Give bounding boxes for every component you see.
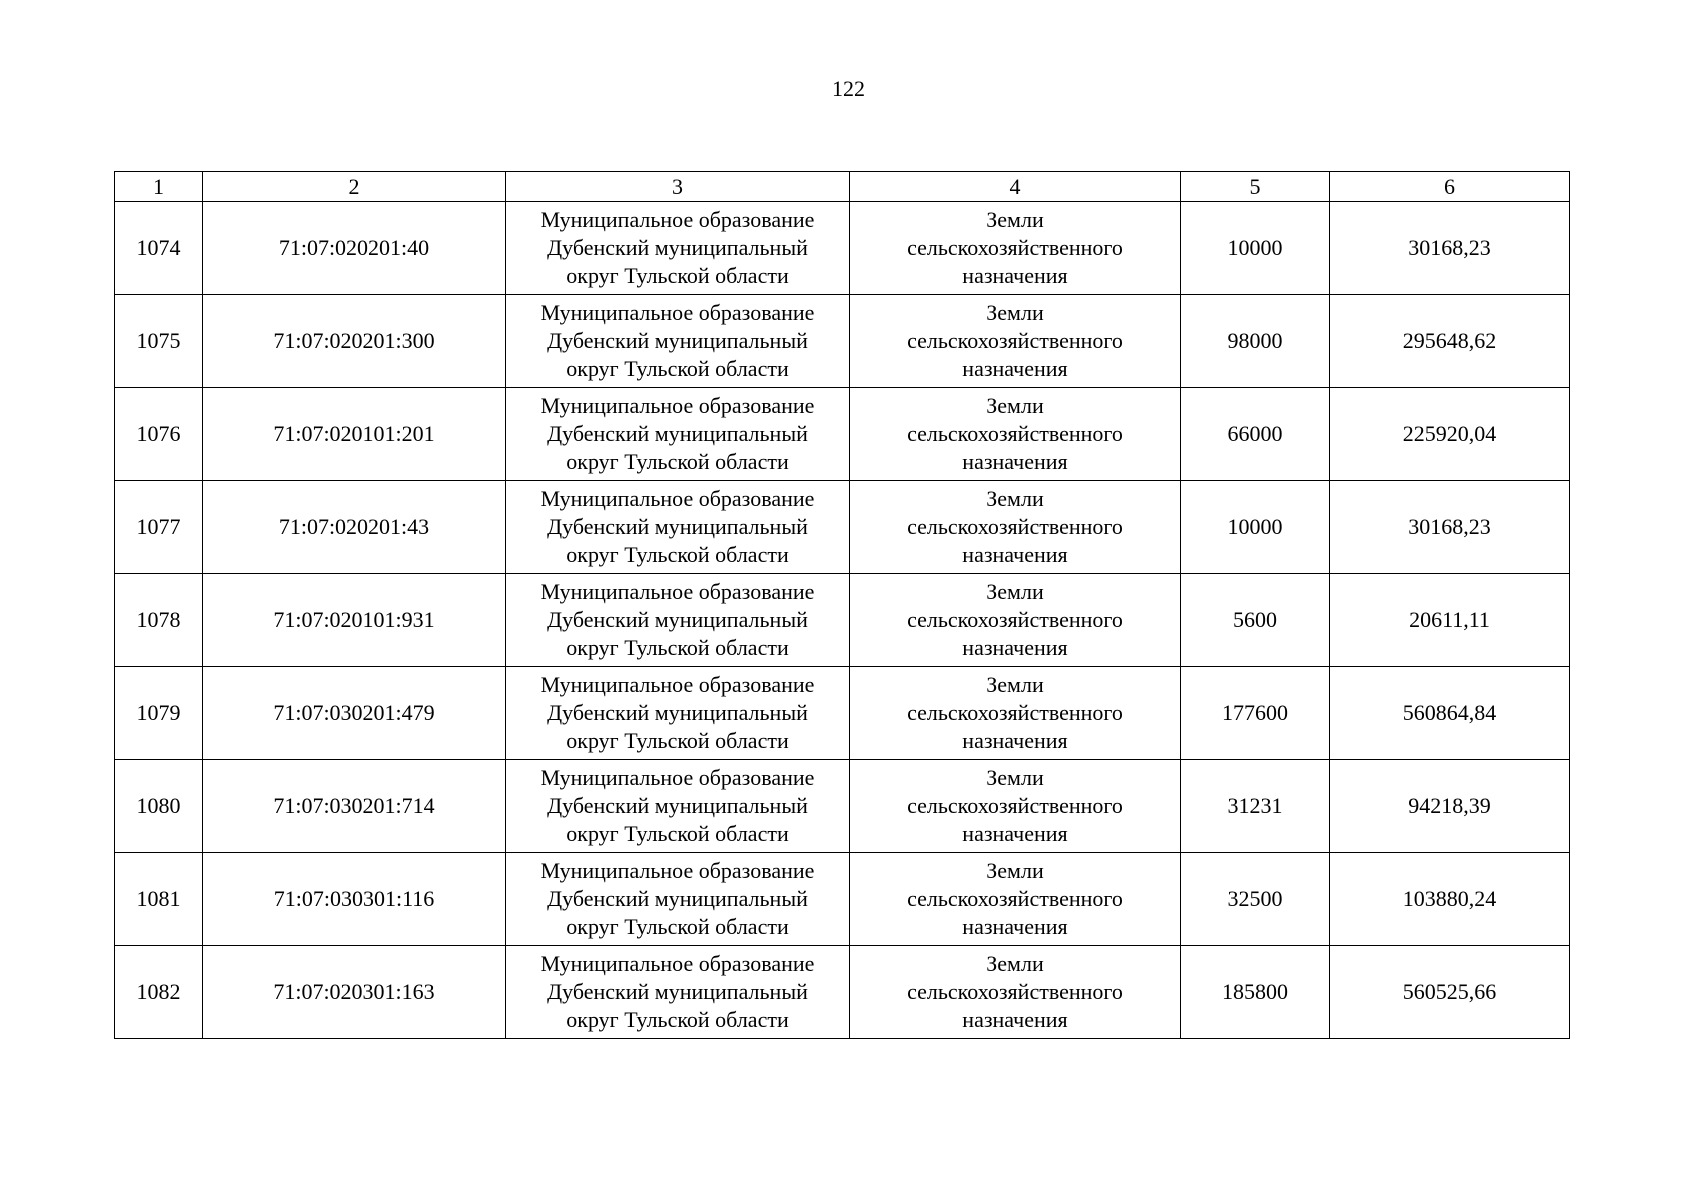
table-row [115, 853, 1570, 946]
land-category-cell [850, 853, 1181, 946]
land-registry-table [114, 171, 1570, 1039]
land-category-cell [850, 481, 1181, 574]
owner-cell-line: Дубенский муниципальный [547, 514, 808, 539]
cadastral-value-cell: 94218,39 [1330, 760, 1570, 853]
owner-cell-line: Дубенский муниципальный [547, 700, 808, 725]
cadastral-number-cell: 71:07:020201:40 [203, 202, 506, 295]
land-category-cell-line: Земли [986, 951, 1044, 976]
land-category-cell-line: сельскохозяйственного [907, 700, 1123, 725]
table-row [115, 202, 1570, 295]
land-category-cell [850, 760, 1181, 853]
land-category-cell-line: Земли [986, 579, 1044, 604]
land-category-cell [850, 946, 1181, 1039]
owner-cell [506, 946, 850, 1039]
owner-cell-line: Муниципальное образование [540, 300, 815, 325]
row-number-cell: 1074 [115, 202, 203, 295]
cadastral-value-cell: 30168,23 [1330, 481, 1570, 574]
table-row [115, 388, 1570, 481]
table-row [115, 574, 1570, 667]
owner-cell-line: Муниципальное образование [540, 672, 815, 697]
land-category-cell [850, 202, 1181, 295]
owner-cell [506, 574, 850, 667]
land-category-cell-line: Земли [986, 300, 1044, 325]
area-cell: 185800 [1181, 946, 1330, 1039]
owner-cell-line: Дубенский муниципальный [547, 235, 808, 260]
land-category-cell-line: назначения [962, 635, 1068, 660]
land-category-cell-line: Земли [986, 858, 1044, 883]
area-cell: 10000 [1181, 202, 1330, 295]
table-body [115, 202, 1570, 1039]
area-cell: 31231 [1181, 760, 1330, 853]
column-number-row [115, 172, 1570, 202]
land-category-cell-line: сельскохозяйственного [907, 328, 1123, 353]
table-row [115, 667, 1570, 760]
land-category-cell-line: назначения [962, 356, 1068, 381]
owner-cell [506, 481, 850, 574]
land-category-cell-line: сельскохозяйственного [907, 421, 1123, 446]
cadastral-number-cell: 71:07:020101:931 [203, 574, 506, 667]
land-category-cell [850, 388, 1181, 481]
owner-cell-line: Муниципальное образование [540, 951, 815, 976]
land-category-cell-line: сельскохозяйственного [907, 886, 1123, 911]
land-category-cell-line: назначения [962, 728, 1068, 753]
land-category-cell-line: сельскохозяйственного [907, 979, 1123, 1004]
owner-cell [506, 388, 850, 481]
cadastral-value-cell: 103880,24 [1330, 853, 1570, 946]
owner-cell-line: Муниципальное образование [540, 393, 815, 418]
owner-cell-line: Дубенский муниципальный [547, 793, 808, 818]
land-category-cell-line: Земли [986, 672, 1044, 697]
area-cell: 66000 [1181, 388, 1330, 481]
land-category-cell-line: назначения [962, 1007, 1068, 1032]
column-header: 3 [506, 172, 850, 202]
owner-cell-line: Муниципальное образование [540, 207, 815, 232]
owner-cell [506, 295, 850, 388]
land-category-cell-line: сельскохозяйственного [907, 235, 1123, 260]
owner-cell-line: Дубенский муниципальный [547, 421, 808, 446]
owner-cell [506, 667, 850, 760]
page-number: 122 [832, 76, 865, 101]
cadastral-number-cell: 71:07:030301:116 [203, 853, 506, 946]
land-category-cell-line: сельскохозяйственного [907, 607, 1123, 632]
owner-cell-line: округ Тульской области [566, 356, 789, 381]
owner-cell-line: Муниципальное образование [540, 579, 815, 604]
land-category-cell [850, 574, 1181, 667]
area-cell: 10000 [1181, 481, 1330, 574]
owner-cell-line: Дубенский муниципальный [547, 979, 808, 1004]
land-category-cell-line: сельскохозяйственного [907, 793, 1123, 818]
land-category-cell-line: Земли [986, 207, 1044, 232]
land-category-cell [850, 295, 1181, 388]
row-number-cell: 1077 [115, 481, 203, 574]
row-number-cell: 1079 [115, 667, 203, 760]
land-category-cell-line: назначения [962, 542, 1068, 567]
column-header: 4 [850, 172, 1181, 202]
owner-cell-line: округ Тульской области [566, 263, 789, 288]
cadastral-number-cell: 71:07:020201:43 [203, 481, 506, 574]
owner-cell-line: округ Тульской области [566, 1007, 789, 1032]
owner-cell-line: Муниципальное образование [540, 858, 815, 883]
land-category-cell-line: Земли [986, 486, 1044, 511]
land-category-cell-line: сельскохозяйственного [907, 514, 1123, 539]
owner-cell-line: округ Тульской области [566, 449, 789, 474]
cadastral-number-cell: 71:07:030201:479 [203, 667, 506, 760]
cadastral-number-cell: 71:07:030201:714 [203, 760, 506, 853]
table-row [115, 295, 1570, 388]
cadastral-value-cell: 295648,62 [1330, 295, 1570, 388]
owner-cell-line: Дубенский муниципальный [547, 328, 808, 353]
owner-cell-line: округ Тульской области [566, 914, 789, 939]
column-header: 5 [1181, 172, 1330, 202]
owner-cell-line: округ Тульской области [566, 821, 789, 846]
row-number-cell: 1078 [115, 574, 203, 667]
row-number-cell: 1080 [115, 760, 203, 853]
land-category-cell-line: Земли [986, 765, 1044, 790]
cadastral-number-cell: 71:07:020101:201 [203, 388, 506, 481]
cadastral-number-cell: 71:07:020301:163 [203, 946, 506, 1039]
owner-cell [506, 853, 850, 946]
row-number-cell: 1075 [115, 295, 203, 388]
row-number-cell: 1082 [115, 946, 203, 1039]
cadastral-value-cell: 560864,84 [1330, 667, 1570, 760]
owner-cell-line: округ Тульской области [566, 728, 789, 753]
owner-cell [506, 760, 850, 853]
row-number-cell: 1081 [115, 853, 203, 946]
cadastral-number-cell: 71:07:020201:300 [203, 295, 506, 388]
owner-cell-line: Дубенский муниципальный [547, 607, 808, 632]
area-cell: 32500 [1181, 853, 1330, 946]
column-header: 2 [203, 172, 506, 202]
area-cell: 98000 [1181, 295, 1330, 388]
owner-cell-line: округ Тульской области [566, 635, 789, 660]
table-row [115, 481, 1570, 574]
cadastral-value-cell: 560525,66 [1330, 946, 1570, 1039]
cadastral-value-cell: 225920,04 [1330, 388, 1570, 481]
land-category-cell-line: назначения [962, 449, 1068, 474]
owner-cell [506, 202, 850, 295]
column-header: 1 [115, 172, 203, 202]
table-row [115, 760, 1570, 853]
column-header: 6 [1330, 172, 1570, 202]
land-category-cell-line: Земли [986, 393, 1044, 418]
cadastral-value-cell: 30168,23 [1330, 202, 1570, 295]
owner-cell-line: Муниципальное образование [540, 765, 815, 790]
owner-cell-line: Муниципальное образование [540, 486, 815, 511]
owner-cell-line: округ Тульской области [566, 542, 789, 567]
land-category-cell-line: назначения [962, 821, 1068, 846]
row-number-cell: 1076 [115, 388, 203, 481]
land-category-cell-line: назначения [962, 914, 1068, 939]
land-category-cell-line: назначения [962, 263, 1068, 288]
owner-cell-line: Дубенский муниципальный [547, 886, 808, 911]
table-row [115, 946, 1570, 1039]
area-cell: 177600 [1181, 667, 1330, 760]
area-cell: 5600 [1181, 574, 1330, 667]
cadastral-value-cell: 20611,11 [1330, 574, 1570, 667]
land-category-cell [850, 667, 1181, 760]
